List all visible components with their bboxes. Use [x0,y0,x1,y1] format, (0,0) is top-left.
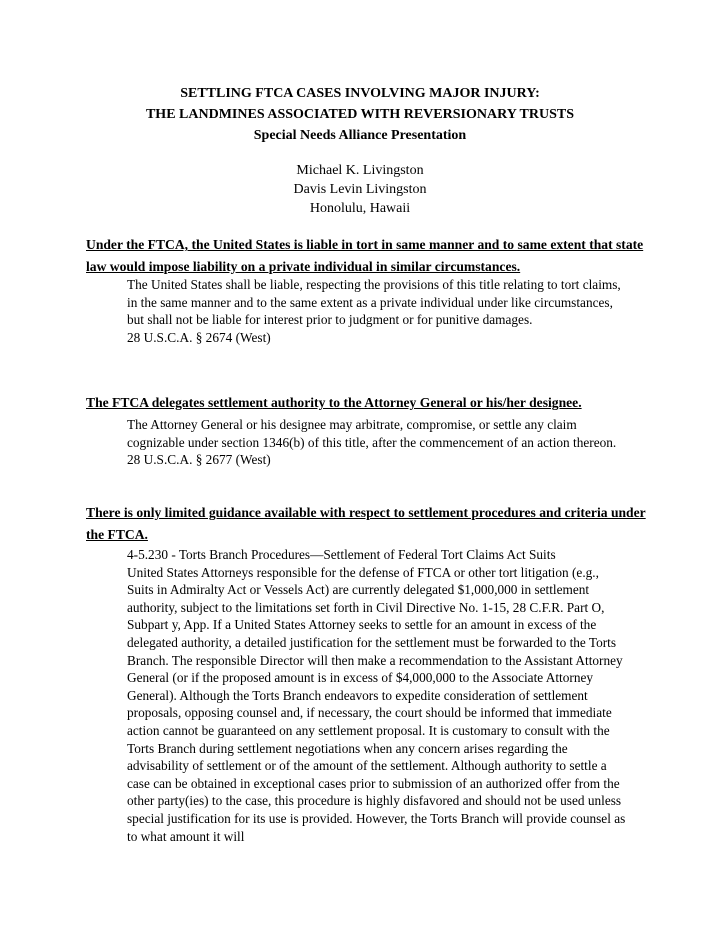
section-3-quote-text: United States Attorneys responsible for the defense of FTCA or other tort litigation (e.g., Suits in Admiralty Act or Vessels Act) are currently delegated $1,000,000 in settlement authority, subject to the limitations set forth in Civil Directive No. 1-15, 28 C.F.R. Part O, Subpart y, App. If a United States Attorney seeks to settle for an amount in excess of the delegated authority, a detailed justification for the settlement must be forwarded to the Torts Branch. The responsible Director will then make a recommendation to the Assistant Attorney General (or if the proposed amount is in excess of $4,000,000 to the Associate Attorney General). Although the Torts Branch endeavors to expedite consideration of settlement proposals, opposing counsel and, if necessary, the court should be informed that immediate action cannot be guaranteed on any settlement proposal. It is customary to consult with the Torts Branch during settlement negotiations when any concern arises regarding the advisability of settlement or of the amount of the settlement. Although authority to settle a case can be obtained in exceptional cases prior to submission of an authorized offer from the other party(ies) to the case, this procedure is highly disfavored and should not be used unless special justification for its use is provided. However, the Torts Branch will provide counsel as to what amount it will [127,564,626,844]
section-3-heading: There is only limited guidance available with respect to settlement procedures and criteria under the FTCA. [86,505,646,542]
author-firm: Davis Levin Livingston [293,182,427,197]
author-location: Honolulu, Hawaii [309,201,411,216]
section-2-quote [127,416,627,469]
section-1-heading: Under the FTCA, the United States is liable in tort in same manner and to same extent that state law would impose liability on a private individual in similar circumstances. [86,237,644,274]
section-2-heading: The FTCA delegates settlement authority to the Attorney General or his/her designee. [86,395,582,410]
section-1-citation: 28 U.S.C.A. § 2674 (West) [127,329,271,345]
author-name: Michael K. Livingston [296,163,424,178]
section-2-quote-text: The Attorney General or his designee may arbitrate, compromise, or settle any claim cognizable under section 1346(b) of this title, after the commencement of an action thereon. [127,417,617,450]
document-title-line-2: THE LANDMINES ASSOCIATED WITH REVERSIONARY TRUSTS [145,107,575,122]
section-1-quote-text: The United States shall be liable, respecting the provisions of this title relating to tort claims, in the same manner and to the same extent as a private individual under like circumstances, but shall not be liable for interest prior to judgment or for punitive damages. [127,277,621,328]
section-3-quote [127,546,627,845]
document-title-line-1: SETTLING FTCA CASES INVOLVING MAJOR INJURY: [180,86,540,101]
document-subtitle: Special Needs Alliance Presentation [253,128,467,143]
section-1-quote [127,276,627,346]
section-3-quote-title: 4-5.230 - Torts Branch Procedures—Settlement of Federal Tort Claims Act Suits [127,547,556,562]
section-2-citation: 28 U.S.C.A. § 2677 (West) [127,452,271,468]
